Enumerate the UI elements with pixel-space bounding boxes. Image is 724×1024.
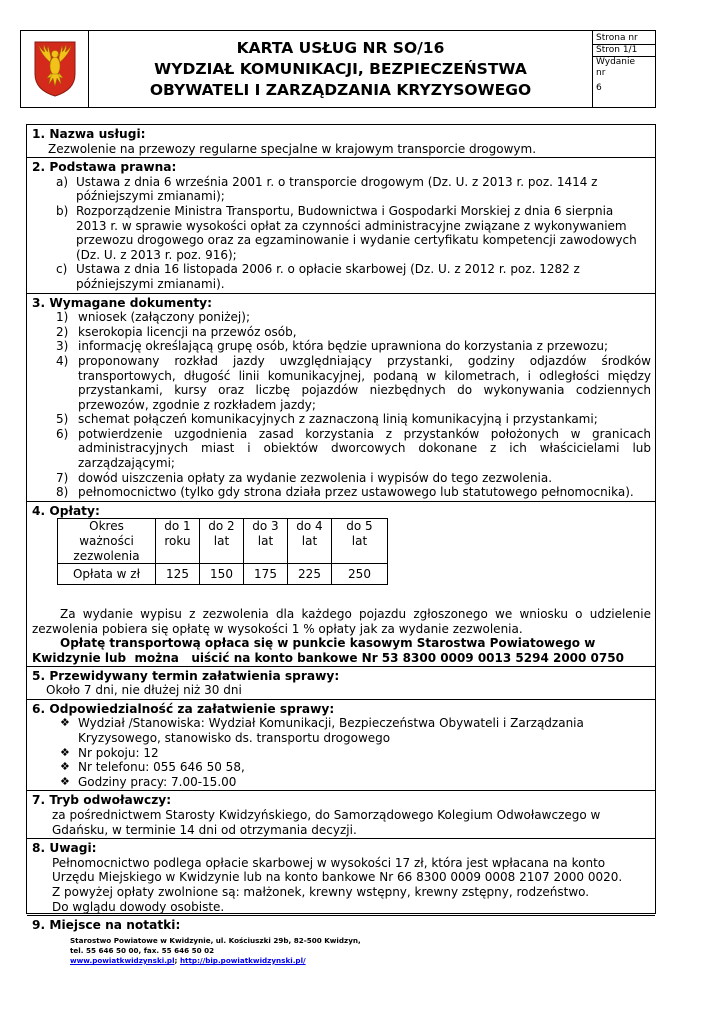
fees-table xyxy=(57,518,388,585)
section-8-title: 8. Uwagi: xyxy=(32,841,97,856)
list-item-line: Nr telefonu: 055 646 50 58, xyxy=(78,760,245,775)
list-marker: ❖ xyxy=(60,774,70,788)
list-item xyxy=(56,471,651,486)
section-2-title: 2. Podstawa prawna: xyxy=(32,160,177,175)
section-legal-basis xyxy=(27,158,655,293)
list-marker: 4) xyxy=(56,353,69,368)
list-item xyxy=(56,427,651,471)
list-marker: 2) xyxy=(56,324,69,339)
appeal-line-2: Gdańsku, w terminie 14 dni od otrzymania decyzji. xyxy=(52,822,357,837)
list-marker: ❖ xyxy=(60,760,70,774)
wydanie-label: Wydanie xyxy=(596,57,636,67)
section-6-title: 6. Odpowiedzialność za załatwienie sprawy: xyxy=(32,701,335,716)
list-item xyxy=(56,354,651,412)
list-item-line: transportowych, długość linii komunikacyjnej, podaną w kilometrach, i odległości między xyxy=(78,368,651,383)
list-item xyxy=(56,310,651,325)
list-item-line: proponowany rozkład jazdy uwzględniający przystanki, godziny odjazdów środków xyxy=(78,353,651,368)
list-marker: ❖ xyxy=(60,745,70,759)
list-item-line: Wydział /Stanowiska: Wydział Komunikacji, Bezpieczeństwa Obywateli i Zarządzania xyxy=(78,716,584,731)
note-line: Z powyżej opłaty zwolnione są: małżonek, krewny wstępny, krewny zstępny, rodzeństwo. xyxy=(52,884,590,899)
list-item-line: Kryzysowego, stanowisko ds. transportu drogowego xyxy=(78,730,391,745)
list-item-line: administracyjnych miast i obiektów dworcowych dokonane z ich właścicielami lub xyxy=(78,441,651,456)
section-appeal xyxy=(27,791,655,839)
list-marker: 7) xyxy=(56,470,69,485)
section-9-title: 9. Miejsce na notatki: xyxy=(32,918,181,933)
list-item xyxy=(56,325,651,340)
fee-value: 150 xyxy=(200,564,244,585)
list-marker: 6) xyxy=(56,426,69,441)
list-marker: 8) xyxy=(56,485,69,500)
note-line: Urzędu Miejskiego w Kwidzynie lub na konto bankowe Nr 66 8300 0009 0008 2107 2000 0020. xyxy=(52,870,623,885)
nr-label: nr xyxy=(596,68,606,78)
period-cell: do 4 lat xyxy=(288,519,332,564)
section-7-title: 7. Tryb odwoławczy: xyxy=(32,793,172,808)
list-item xyxy=(56,204,651,262)
list-item-line: pełnomocnictwo (tylko gdy strona działa przez ustawowego lub statutowego pełnomocnika). xyxy=(78,485,634,500)
list-item-line: późniejszymi zmianami); xyxy=(76,189,225,204)
list-item-line: dowód uiszczenia opłaty za wydanie zezwolenia i wypisów do tego zezwolenia. xyxy=(78,470,553,485)
header-line: zezwolenia xyxy=(73,548,140,563)
section-notes-space xyxy=(27,916,655,934)
list-marker: 3) xyxy=(56,339,69,354)
list-item-line: późniejszymi zmianami). xyxy=(76,276,225,291)
footer-separator: ; xyxy=(174,956,180,965)
list-marker: b) xyxy=(56,203,69,218)
note-line: Do wglądu dowody osobiste. xyxy=(52,899,225,914)
section-required-documents xyxy=(27,294,655,502)
payment-info-line-2: Kwidzynie lub można uiścić na konto bankowe Nr 53 8300 0009 0013 5294 2000 0750 xyxy=(32,651,624,665)
legal-basis-list xyxy=(32,175,651,292)
list-item-line: informację określającą grupę osób, która będzie uprawniona do korzystania z przewozu; xyxy=(78,339,609,354)
processing-time-text: Około 7 dni, nie dłużej niż 30 dni xyxy=(46,683,242,698)
title-line-3: OBYWATELI I ZARZĄDZANIA KRYZYSOWEGO xyxy=(149,80,532,99)
list-item xyxy=(60,775,651,790)
list-marker: 1) xyxy=(56,310,69,325)
list-item-line: 2013 r. w sprawie wysokości opłat za czynności administracyjne związane z wykonywaniem xyxy=(76,218,627,233)
responsibility-list xyxy=(32,716,651,789)
wypis-fee-line-1: Za wydanie wypisu z zezwolenia dla każdego pojazdu zgłoszonego we wniosku o udzielenie xyxy=(60,607,651,622)
fees-table-row xyxy=(58,564,388,585)
footer-address: Starostwo Powiatowe w Kwidzynie, ul. Kościuszki 29b, 82-500 Kwidzyn, xyxy=(70,936,361,945)
list-marker: a) xyxy=(56,174,69,189)
section-1-title: 1. Nazwa usługi: xyxy=(32,127,146,141)
list-item-line: zarządzającymi; xyxy=(78,456,175,471)
note-line: Pełnomocnictwo podlega opłacie skarbowej w wysokości 17 zł, która jest wpłacana na konto xyxy=(52,855,606,870)
footer-links xyxy=(70,956,361,966)
strona-nr-label: Strona nr xyxy=(593,33,655,45)
fee-value: 175 xyxy=(244,564,288,585)
bip-link[interactable]: http://bip.powiatkwidzynski.pl/ xyxy=(179,956,306,965)
fee-value: 125 xyxy=(156,564,200,585)
section-5-title: 5. Przewidywany termin załatwienia sprawy: xyxy=(32,668,340,683)
logo-cell xyxy=(21,31,89,107)
document-header xyxy=(20,30,656,108)
period-cell: do 2 lat xyxy=(200,519,244,564)
fee-value: 225 xyxy=(288,564,332,585)
header-title xyxy=(89,31,593,107)
website-link[interactable]: www.powiatkwidzynski.pl xyxy=(70,956,175,965)
payment-info-line-1: Opłatę transportową opłaca się w punkcie kasowym Starostwa Powiatowego w xyxy=(60,636,596,651)
required-documents-list xyxy=(32,310,651,500)
stron-value: Stron 1/1 xyxy=(593,45,655,57)
service-card-body xyxy=(26,124,656,933)
fees-table-header-row xyxy=(58,519,388,564)
list-marker: 5) xyxy=(56,412,69,427)
list-item-line: kserokopia licencji na przewóz osób, xyxy=(78,324,297,339)
list-item xyxy=(56,412,651,427)
footer-phone: tel. 55 646 50 00, fax. 55 646 50 02 xyxy=(70,946,215,955)
section-service-name xyxy=(27,125,655,158)
title-line-1: KARTA USŁUG NR SO/16 xyxy=(236,38,445,57)
list-item xyxy=(60,760,651,775)
coat-of-arms-logo xyxy=(33,40,77,98)
list-item-line: Nr pokoju: 12 xyxy=(78,745,159,760)
list-item xyxy=(56,339,651,354)
list-item xyxy=(60,716,651,745)
list-item-line: przewozu drogowego oraz za egzaminowanie i wydanie certyfikatu kompetencji zawodowych xyxy=(76,233,637,248)
period-cell: do 3 lat xyxy=(244,519,288,564)
header-meta xyxy=(593,31,655,107)
page-footer xyxy=(70,936,361,966)
title-line-2: WYDZIAŁ KOMUNIKACJI, BEZPIECZEŃSTWA xyxy=(154,59,527,78)
fee-label: Opłata w zł xyxy=(58,564,156,585)
section-3-title: 3. Wymagane dokumenty: xyxy=(32,295,212,310)
list-item-line: przewozów, zgodnie z rozkładem jazdy; xyxy=(78,397,316,412)
wypis-fee-line-2: zezwolenia pobiera się opłatę w wysokości 1 % opłaty jak za wydanie zezwolenia. xyxy=(32,621,523,636)
section-4-title: 4. Opłaty: xyxy=(32,503,100,518)
list-item-line: schemat połączeń komunikacyjnych z zaznaczoną linią komunikacyjną i przystankami; xyxy=(78,412,598,427)
appeal-line-1: za pośrednictwem Starosty Kwidzyńskiego, do Samorządowego Kolegium Odwoławczego w xyxy=(52,807,601,822)
list-item-line: przystankami, kursy oraz liczbę pojazdów niezbędnych do wykonywania codziennych xyxy=(78,383,651,398)
list-item-line: wniosek (załączony poniżej); xyxy=(78,310,250,325)
section-processing-time xyxy=(27,667,655,700)
period-cell: do 5 lat xyxy=(332,519,388,564)
service-name-text: Zezwolenie na przewozy regularne specjalne w krajowym transporcie drogowym. xyxy=(48,141,537,156)
header-line: Okres xyxy=(89,519,124,534)
list-item xyxy=(60,746,651,761)
list-marker: c) xyxy=(56,262,68,277)
fee-value: 250 xyxy=(332,564,388,585)
period-cell: do 1 roku xyxy=(156,519,200,564)
list-item-line: Rozporządzenie Ministra Transportu, Budownictwa i Gospodarki Morskiej z dnia 6 sierpnia xyxy=(76,203,614,218)
list-item-line: (Dz. U. z 2013 r. poz. 916); xyxy=(76,247,237,262)
list-item xyxy=(56,262,651,291)
list-item-line: Ustawa z dnia 16 listopada 2006 r. o opłacie skarbowej (Dz. U. z 2012 r. poz. 1282 z xyxy=(76,262,580,277)
header-line: ważności xyxy=(79,534,134,549)
list-item xyxy=(56,485,651,500)
section-notes xyxy=(27,839,655,916)
wydanie-value: 6 xyxy=(596,83,602,93)
list-item-line: Godziny pracy: 7.00-15.00 xyxy=(78,774,237,789)
list-item-line: potwierdzenie uzgodnienia zasad korzystania z przystanków położonych w granicach xyxy=(78,426,651,441)
list-item-line: Ustawa z dnia 6 września 2001 r. o transporcie drogowym (Dz. U. z 2013 r. poz. 1414 z xyxy=(76,174,598,189)
section-fees xyxy=(27,502,655,667)
list-item xyxy=(56,175,651,204)
validity-period-header xyxy=(58,519,156,564)
list-marker: ❖ xyxy=(60,716,70,730)
section-responsibility xyxy=(27,700,655,792)
